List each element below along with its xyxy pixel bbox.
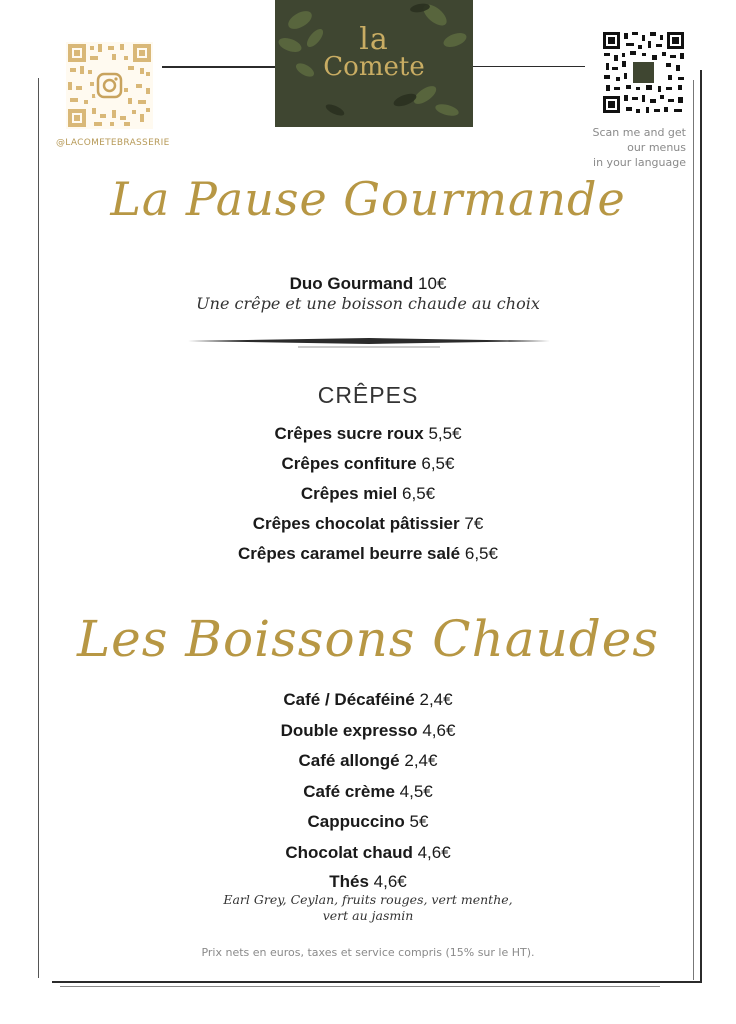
language-qr-code[interactable] (602, 31, 685, 114)
scan-caption-line: in your language (593, 156, 686, 169)
menu-item-name: Crêpes confiture (281, 454, 417, 473)
section-divider (188, 336, 550, 350)
frame-top-left-line (162, 66, 275, 68)
instagram-qr-code[interactable] (66, 42, 153, 129)
menu-item-price: 5€ (409, 812, 429, 831)
menu-item-name: Crêpes sucre roux (274, 424, 424, 443)
logo-la: la (359, 22, 389, 57)
menu-item-name: Double expresso (280, 721, 418, 740)
menu-item-name: Café crème (303, 782, 395, 801)
menu-item-price: 2,4€ (404, 751, 438, 770)
menu-item-price: 6,5€ (402, 484, 436, 503)
menu-item (0, 514, 736, 534)
menu-item-price: 6,5€ (421, 454, 455, 473)
menu-item-name: Crêpes miel (300, 484, 398, 503)
thes-varieties-line: vert au jasmin (322, 908, 414, 923)
menu-item (0, 782, 736, 802)
duo-gourmand-description: Une crêpe et une boisson chaude au choix (196, 294, 540, 313)
scan-caption-line: our menus (627, 141, 686, 154)
menu-item-name: Thés (329, 872, 369, 891)
menu-item (0, 424, 736, 444)
menu-item-name: Cappuccino (307, 812, 405, 831)
price-note: Prix nets en euros, taxes et service compris (15% sur le HT). (201, 946, 535, 959)
crepes-heading: CRÊPES (317, 382, 419, 408)
menu-item-name: Chocolat chaud (285, 843, 413, 862)
frame-bottom-line (52, 981, 702, 983)
menu-item-price: 7€ (464, 514, 484, 533)
scan-caption (586, 125, 686, 170)
menu-item-price: 4,6€ (422, 721, 456, 740)
menu-item-name: Crêpes caramel beurre salé (238, 544, 461, 563)
menu-item-price: 4,6€ (373, 872, 407, 891)
menu-item (0, 751, 736, 771)
menu-item (0, 544, 736, 564)
thes-varieties-line: Earl Grey, Ceylan, fruits rouges, vert menthe, (223, 892, 513, 907)
menu-item (0, 872, 736, 892)
menu-item (0, 812, 736, 832)
menu-item-price: 4,6€ (417, 843, 451, 862)
menu-item (0, 721, 736, 741)
menu-item (0, 484, 736, 504)
menu-item-price: 2,4€ (419, 690, 453, 709)
duo-gourmand-name: Duo Gourmand (289, 274, 414, 293)
pause-gourmande-title: La Pause Gourmande (110, 172, 626, 226)
menu-item-name: Café allongé (298, 751, 400, 770)
menu-item (0, 843, 736, 863)
brand-mini-logo (633, 62, 654, 83)
scan-caption-line: Scan me and get (592, 126, 686, 139)
menu-item (0, 454, 736, 474)
logo-comete: Comete (323, 52, 425, 82)
menu-item-price: 4,5€ (399, 782, 433, 801)
thes-varieties (0, 892, 736, 924)
frame-bottom-line-inner (60, 986, 660, 987)
duo-gourmand-price: 10€ (418, 274, 447, 293)
instagram-handle: @LACOMETEBRASSERIE (56, 138, 170, 148)
menu-item-name: Crêpes chocolat pâtissier (252, 514, 460, 533)
brand-logo (275, 0, 473, 127)
duo-gourmand-line (0, 274, 736, 294)
menu-item-name: Café / Décaféiné (283, 690, 415, 709)
menu-item-price: 5,5€ (428, 424, 462, 443)
boissons-chaudes-title: Les Boissons Chaudes (76, 610, 660, 668)
frame-top-right-line (473, 66, 585, 67)
menu-item-price: 6,5€ (464, 544, 498, 563)
menu-item (0, 690, 736, 710)
